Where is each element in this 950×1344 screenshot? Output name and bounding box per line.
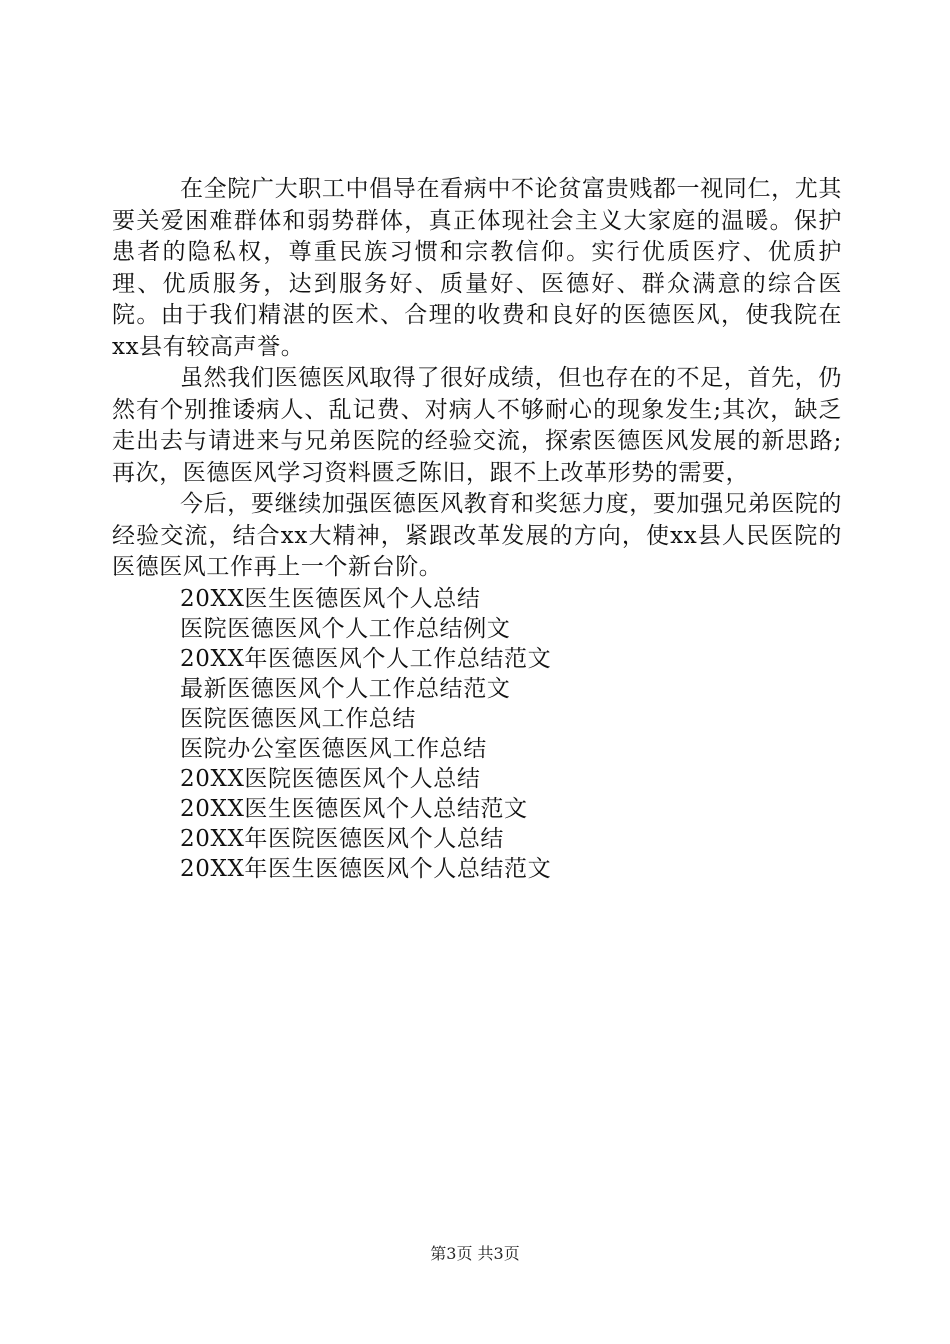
- paragraph-2: 虽然我们医德医风取得了很好成绩，但也存在的不足，首先，仍然有个别推诿病人、乱记费、对病人不够耐心的现象发生;其次，缺乏走出去与请进来与兄弟医院的经验交流，探索医德医风发展的新思路;再次，医德医风学习资料匮乏陈旧，跟不上改革形势的需要，: [112, 365, 842, 486]
- related-link-8[interactable]: 20XX医生医德医风个人总结范文: [180, 795, 528, 822]
- page-number-footer: 第3页 共3页: [430, 1244, 520, 1263]
- related-link-9[interactable]: 20XX年医院医德医风个人总结: [180, 825, 505, 852]
- related-link-1[interactable]: 20XX医生医德医风个人总结: [180, 585, 481, 612]
- paragraph-3: 今后，要继续加强医德医风教育和奖惩力度，要加强兄弟医院的经验交流，结合xx大精神，紧跟改革发展的方向，使xx县人民医院的医德医风工作再上一个新台阶。: [112, 491, 842, 580]
- paragraph-1: 在全院广大职工中倡导在看病中不论贫富贵贱都一视同仁，尤其要关爱困难群体和弱势群体，真正体现社会主义大家庭的温暖。保护患者的隐私权，尊重民族习惯和宗教信仰。实行优质医疗、优质护理、优质服务，达到服务好、质量好、医德好、群众满意的综合医院。由于我们精湛的医术、合理的收费和良好的医德医风，使我院在xx县有较高声誉。: [112, 176, 842, 360]
- related-link-5[interactable]: 医院医德医风工作总结: [180, 705, 416, 732]
- related-link-2[interactable]: 医院医德医风个人工作总结例文: [180, 615, 511, 642]
- related-link-10[interactable]: 20XX年医生医德医风个人总结范文: [180, 855, 552, 882]
- related-link-7[interactable]: 20XX医院医德医风个人总结: [180, 765, 481, 792]
- related-link-6[interactable]: 医院办公室医德医风工作总结: [180, 735, 487, 762]
- related-link-3[interactable]: 20XX年医德医风个人工作总结范文: [180, 645, 552, 672]
- document-body: [112, 174, 842, 884]
- related-link-4[interactable]: 最新医德医风个人工作总结范文: [180, 675, 511, 702]
- related-links-list: [112, 584, 842, 884]
